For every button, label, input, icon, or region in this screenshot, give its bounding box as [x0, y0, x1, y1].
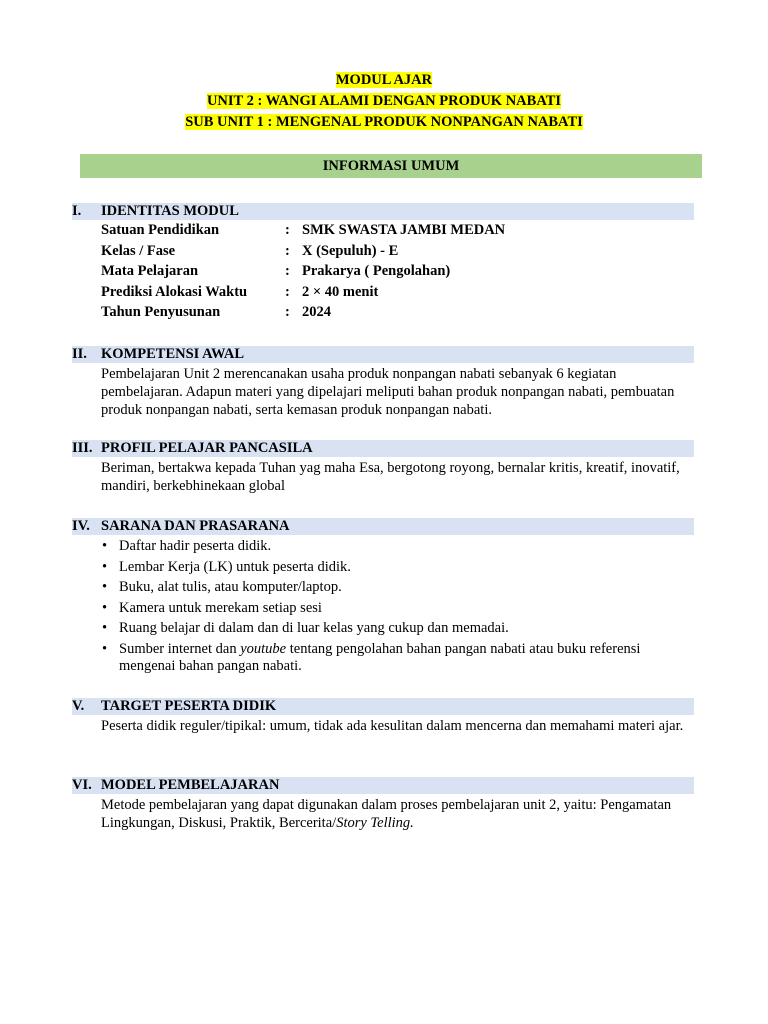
list-item-text: Daftar hadir peserta didik.	[119, 538, 272, 554]
info-header: INFORMASI UMUM	[80, 154, 702, 178]
section-heading	[72, 518, 694, 535]
row-label: Prediksi Alokasi Waktu	[101, 283, 248, 300]
section-heading	[72, 777, 694, 794]
section-body: Peserta didik reguler/tipikal: umum, tidak ada kesulitan dalam mencerna dan memahami materi ajar.	[101, 718, 684, 734]
section-sarana	[72, 518, 694, 679]
section-body-text: Metode pembelajaran yang dapat digunakan dalam proses pembelajaran unit 2, yaitu: Pengamatan Lingkungan, Diskusi, Praktik, Bercerita/	[101, 797, 672, 831]
section-heading	[72, 346, 694, 363]
row-separator: :	[285, 242, 290, 259]
section-number: III.	[72, 440, 93, 456]
row-value: X (Sepuluh) - E	[302, 242, 399, 259]
row-separator: :	[285, 304, 290, 320]
list-item	[101, 538, 694, 556]
section-heading	[72, 698, 694, 715]
title-line-1: MODUL AJAR	[335, 72, 433, 88]
bullet-icon: •	[102, 620, 108, 636]
section-title: MODEL PEMBELAJARAN	[101, 777, 280, 793]
list-item	[101, 559, 694, 577]
section-body	[72, 535, 694, 676]
section-identitas	[72, 203, 694, 323]
list-item-text-end: tentang pengolahan bahan pangan nabati atau buku referensi mengenai bahan pangan nabati.	[119, 640, 641, 674]
section-number: IV.	[72, 518, 90, 534]
title-line-2: UNIT 2 : WANGI ALAMI DENGAN PRODUK NABATI	[206, 93, 562, 109]
section-title: IDENTITAS MODUL	[101, 203, 239, 219]
section-heading	[72, 440, 694, 457]
table-row	[101, 261, 505, 282]
section-number: I.	[72, 203, 82, 219]
list-item	[101, 600, 694, 618]
row-separator: :	[285, 263, 290, 279]
title-line-3: SUB UNIT 1 : MENGENAL PRODUK NONPANGAN NABATI	[185, 114, 583, 130]
row-label: Tahun Penyusunan	[101, 304, 221, 320]
row-value: 2024	[302, 304, 331, 320]
document-title	[0, 70, 768, 133]
table-row	[101, 302, 505, 323]
row-value: 2 × 40 menit	[302, 283, 379, 300]
section-target	[72, 698, 694, 735]
bullet-icon: •	[102, 599, 108, 616]
row-label: Satuan Pendidikan	[101, 222, 220, 238]
bullet-icon: •	[102, 579, 108, 595]
row-value: Prakarya ( Pengolahan)	[302, 263, 451, 279]
table-row	[101, 282, 505, 303]
section-body-italic: Story Telling.	[336, 815, 414, 831]
section-body	[72, 794, 694, 832]
list-item-text: Lembar Kerja (LK) untuk peserta didik.	[119, 558, 351, 575]
table-row	[101, 220, 505, 241]
list-item	[101, 641, 694, 676]
section-body	[72, 220, 694, 323]
row-value: SMK SWASTA JAMBI MEDAN	[302, 222, 506, 238]
bullet-icon: •	[102, 538, 108, 554]
section-profil	[72, 440, 694, 495]
section-body: Beriman, bertakwa kepada Tuhan yag maha Esa, bergotong royong, bernalar kritis, kreatif, inovatif, mandiri, berkebhinekaan global	[101, 460, 680, 494]
section-number: V.	[72, 698, 85, 714]
bullet-icon: •	[102, 558, 108, 575]
list-item-text: Buku, alat tulis, atau komputer/laptop.	[119, 579, 342, 595]
table-row	[101, 241, 505, 262]
list-item-italic: youtube	[240, 640, 287, 657]
section-model	[72, 777, 694, 832]
section-title: SARANA DAN PRASARANA	[101, 518, 290, 534]
section-title: KOMPETENSI AWAL	[101, 346, 245, 362]
identity-table	[101, 220, 505, 323]
section-number: II.	[72, 346, 87, 362]
section-kompetensi	[72, 346, 694, 419]
bullet-icon: •	[102, 640, 108, 657]
row-separator: :	[285, 283, 290, 300]
list-item-text: Ruang belajar di dalam dan di luar kelas yang cukup dan memadai.	[119, 620, 509, 636]
section-number: VI.	[72, 777, 92, 793]
section-title: TARGET PESERTA DIDIK	[101, 698, 277, 714]
list-item-text: Kamera untuk merekam setiap sesi	[119, 599, 322, 616]
section-heading	[72, 203, 694, 220]
section-body: Pembelajaran Unit 2 merencanakan usaha produk nonpangan nabati sebanyak 6 kegiatan pembelajaran. Adapun materi yang dipelajari meliputi bahan produk nonpangan nabati, pembuatan produk nonpangan nabati, serta kemasan produk nonpangan nabati.	[101, 366, 675, 418]
row-separator: :	[285, 222, 290, 238]
list-item	[101, 579, 694, 597]
section-title: PROFIL PELAJAR PANCASILA	[101, 440, 313, 456]
bullet-list	[101, 538, 694, 676]
row-label: Mata Pelajaran	[101, 263, 199, 279]
list-item-text: Sumber internet dan	[119, 640, 241, 657]
row-label: Kelas / Fase	[101, 242, 176, 259]
list-item	[101, 620, 694, 638]
